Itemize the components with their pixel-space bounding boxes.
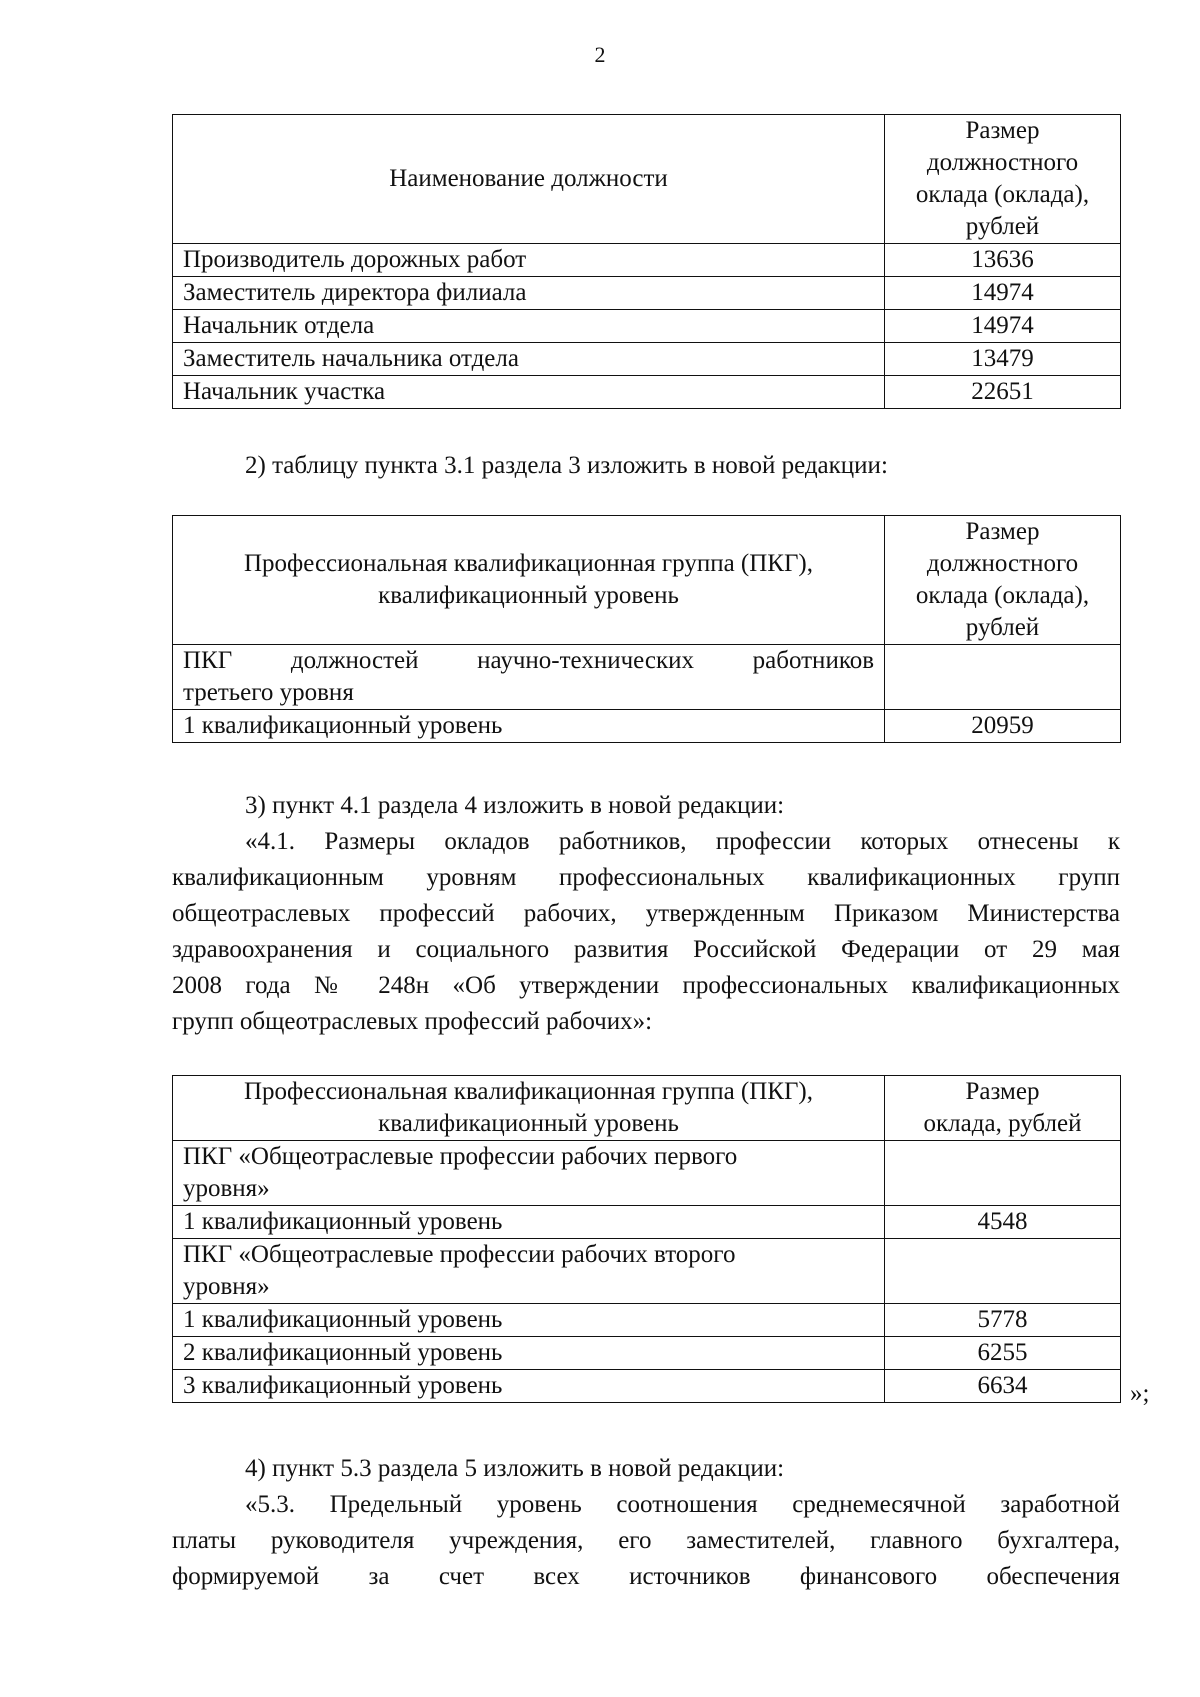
table-row: 2 квалификационный уровень 6255 xyxy=(173,1337,1121,1370)
table-header-row xyxy=(173,516,1121,645)
pkg-group-title: ПКГ должностей научно-технических работников третьего уровня xyxy=(173,645,885,710)
table-row: Начальник отдела 14974 xyxy=(173,310,1121,343)
table-row xyxy=(173,1239,1121,1304)
table-row: 1 квалификационный уровень 4548 xyxy=(173,1206,1121,1239)
table-row: Заместитель директора филиала 14974 xyxy=(173,277,1121,310)
page-number: 2 xyxy=(594,42,606,67)
paragraph-5-3: «5.3. Предельный уровень соотношения среднемесячной заработной платы руководителя учреждения, его заместителей, главного бухгалтера, формируемой за счет всех источников финансового обеспечения xyxy=(172,1491,1120,1590)
closing-quote-mark: »; xyxy=(1130,1380,1150,1407)
header-salary: Размер должностного оклада (оклада), рублей xyxy=(885,115,1121,244)
salary-table-pkg-scientific xyxy=(172,515,1121,743)
header-position-name: Наименование должности xyxy=(173,115,885,244)
pkg-group-title: ПКГ «Общеотраслевые профессии рабочих второго уровня» xyxy=(173,1239,885,1304)
table-row: 3 квалификационный уровень 6634 xyxy=(173,1370,1121,1403)
table-row: Производитель дорожных работ 13636 xyxy=(173,244,1121,277)
paragraph-4-1: «4.1. Размеры окладов работников, профессии которых отнесены к квалификационным уровням профессиональных квалификационных групп общеотраслевых профессий рабочих, утвержденным Приказом Министерства здравоохранения и социального развития Российской Федерации от 29 мая 2008 года № 248н «Об утверждении профессиональных квалификационных групп общеотраслевых профессий рабочих»: xyxy=(172,828,1120,1035)
header-salary: Размер оклада, рублей xyxy=(885,1076,1121,1141)
table-header-row xyxy=(173,115,1121,244)
item-4-paragraph: 4) пункт 5.3 раздела 5 изложить в новой редакции: xyxy=(245,1455,785,1482)
table-header-row xyxy=(173,1076,1121,1141)
pkg-group-title: ПКГ «Общеотраслевые профессии рабочих первого уровня» xyxy=(173,1141,885,1206)
table-row: Начальник участка 22651 xyxy=(173,376,1121,409)
table-row: 1 квалификационный уровень 5778 xyxy=(173,1304,1121,1337)
item-2-paragraph: 2) таблицу пункта 3.1 раздела 3 изложить в новой редакции: xyxy=(245,452,888,479)
table-row: 1 квалификационный уровень 20959 xyxy=(173,710,1121,743)
header-pkg: Профессиональная квалификационная группа (ПКГ), квалификационный уровень xyxy=(173,516,885,645)
item-3-paragraph: 3) пункт 4.1 раздела 4 изложить в новой редакции: xyxy=(245,792,785,819)
salary-table-pkg-workers xyxy=(172,1075,1121,1403)
salary-table-positions xyxy=(172,114,1121,409)
table-row xyxy=(173,645,1121,710)
header-pkg: Профессиональная квалификационная группа (ПКГ), квалификационный уровень xyxy=(173,1076,885,1141)
header-salary: Размер должностного оклада (оклада), рублей xyxy=(885,516,1121,645)
table-row: Заместитель начальника отдела 13479 xyxy=(173,343,1121,376)
table-row xyxy=(173,1141,1121,1206)
